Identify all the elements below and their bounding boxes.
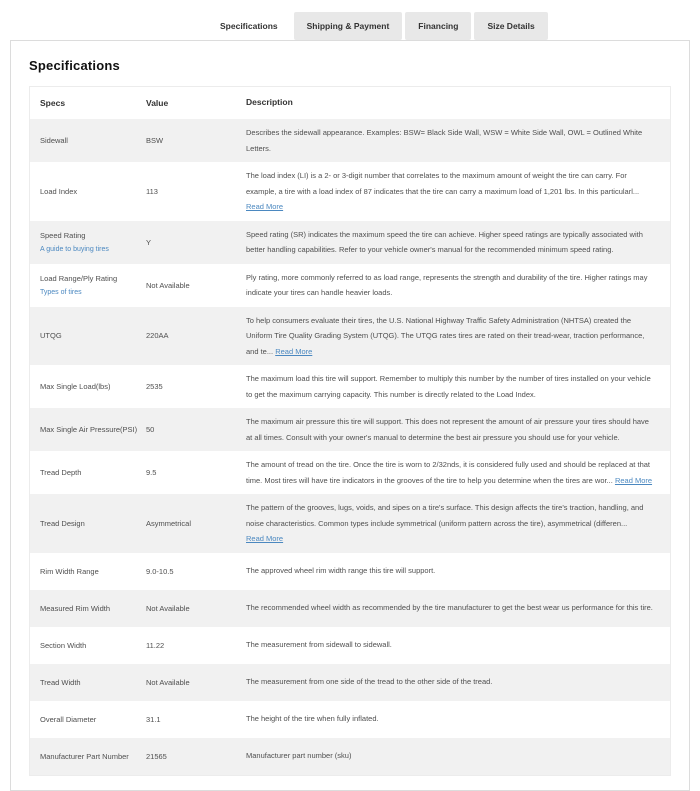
spec-value: Not Available [146,280,190,290]
spec-value: 31.1 [146,714,161,724]
spec-name: Measured Rim Width [40,603,111,613]
spec-value: BSW [146,136,164,145]
spec-description: Describes the sidewall appearance. Examples: BSW= Black Side Wall, WSW = White Side Wall, OWL = Outlined White Letters. [246,128,643,153]
page-title: Specifications [29,58,120,73]
table-row [30,701,670,738]
table-row [30,590,670,627]
spec-name: Tread Width [40,677,81,687]
spec-description: Ply rating, more commonly referred to as load range, represents the strength and durability of the tire. Higher ratings may indicate your tires can handle heavier loads. [246,272,648,297]
spec-table [29,86,671,776]
tab-specifications[interactable]: Specifications [207,12,291,40]
spec-value: 50 [146,425,155,434]
spec-name: Rim Width Range [40,566,99,576]
spec-name: Max Single Load(lbs) [40,382,111,391]
tab-size-details[interactable]: Size Details [474,12,547,40]
spec-value: Asymmetrical [146,518,192,528]
read-more-link[interactable]: Read More [614,475,653,485]
table-row [30,221,670,264]
spec-description: The measurement from sidewall to sidewall. [246,640,392,650]
spec-value: Not Available [146,677,190,687]
tab-bar [0,0,700,40]
spec-description: The measurement from one side of the tread to the other side of the tread. [246,677,493,687]
tab-financing[interactable]: Financing [405,12,471,40]
spec-description: The recommended wheel width as recommended by the tire manufacturer to get the best wear us performance for this tire. [246,603,653,613]
spec-name: Section Width [40,640,87,650]
table-row [30,627,670,664]
spec-helper-link[interactable]: A guide to buying tires [40,245,109,253]
spec-table-body [30,119,670,775]
spec-value: Y [146,237,152,247]
spec-description: Manufacturer part number (sku) [246,751,352,761]
spec-description: The amount of tread on the tire. Once the tire is worn to 2/32nds, it is considered fully used and should be replaced at that time. Most tires will have tire indicators in the grooves of the tire to help you determine when the tires are wor... [246,460,650,485]
header-specs: Specs [40,97,66,108]
spec-value: 11.22 [146,640,165,650]
spec-name: Tread Depth [40,468,82,477]
read-more-link[interactable]: Read More [246,202,284,211]
spec-helper-link[interactable]: Types of tires [40,288,82,296]
spec-name: Tread Design [40,518,85,528]
spec-name: Load Index [40,186,78,196]
table-row [30,553,670,590]
spec-value: 220AA [146,331,169,341]
table-header-row [30,87,670,119]
spec-name: Sidewall [40,136,68,145]
header-description: Description [246,97,293,108]
spec-name: Manufacturer Part Number [40,751,129,761]
spec-value: 113 [146,186,158,196]
spec-description: The maximum load this tire will support. Remember to multiply this number by the number of tires installed on your vehicle to get the maximum carrying capacity. This number is directly related to the Load Index. [246,374,651,399]
table-row [30,664,670,701]
read-more-link[interactable]: Read More [246,534,284,543]
table-row [30,408,670,451]
spec-name: UTQG [40,331,62,341]
spec-description: To help consumers evaluate their tires, the U.S. National Highway Traffic Safety Administration (NHTSA) created the Uniform Tire Quality Grading System (UTQG). The UTQG rates tires are rated on their tread-wear, traction performance, and te... [246,315,645,356]
table-row [30,162,670,221]
table-row [30,307,670,366]
spec-description: Speed rating (SR) indicates the maximum speed the tire can achieve. Higher speed ratings are typically associated with better handling capabilities. Refer to your vehicle owner's manual for the recommended minimum speed rating. [246,229,643,254]
read-more-link[interactable]: Read More [275,346,313,356]
table-row [30,738,670,775]
tab-shipping-payment[interactable]: Shipping & Payment [294,12,403,40]
spec-value: 21565 [146,751,167,761]
table-row [30,365,670,408]
spec-name: Overall Diameter [40,714,97,724]
spec-name: Max Single Air Pressure(PSI) [40,425,138,434]
spec-value: Not Available [146,603,190,613]
table-row [30,119,670,162]
table-row [30,264,670,307]
spec-description: The height of the tire when fully inflated. [246,714,379,724]
spec-description: The maximum air pressure this tire will support. This does not represent the amount of air pressure your tires should have at all times. Consult with your owner's manual to determine the best air pressure you should use for your vehicle. [246,417,649,442]
spec-description: The pattern of the grooves, lugs, voids, and sipes on a tire's surface. This design affects the tire's traction, handling, and noise characteristics. Common types include symmetrical (uniform pattern across the tire), asymmetrical (differen... [246,503,644,528]
spec-value: 2535 [146,382,163,391]
spec-description: The load index (LI) is a 2- or 3-digit number that correlates to the maximum amount of weight the tire can carry. For example, a tire with a load index of 87 indicates that the tire can carry a maximum load of 1,201 lbs. In this particularl... [246,171,640,196]
table-row [30,494,670,553]
spec-value: 9.0-10.5 [146,566,174,576]
table-row [30,451,670,494]
specifications-panel [10,40,690,791]
spec-description: The approved wheel rim width range this tire will support. [246,566,436,576]
header-value: Value [146,98,169,108]
spec-name: Speed Rating [40,230,86,240]
spec-name: Load Range/Ply Rating [40,273,118,283]
spec-value: 9.5 [146,468,157,477]
